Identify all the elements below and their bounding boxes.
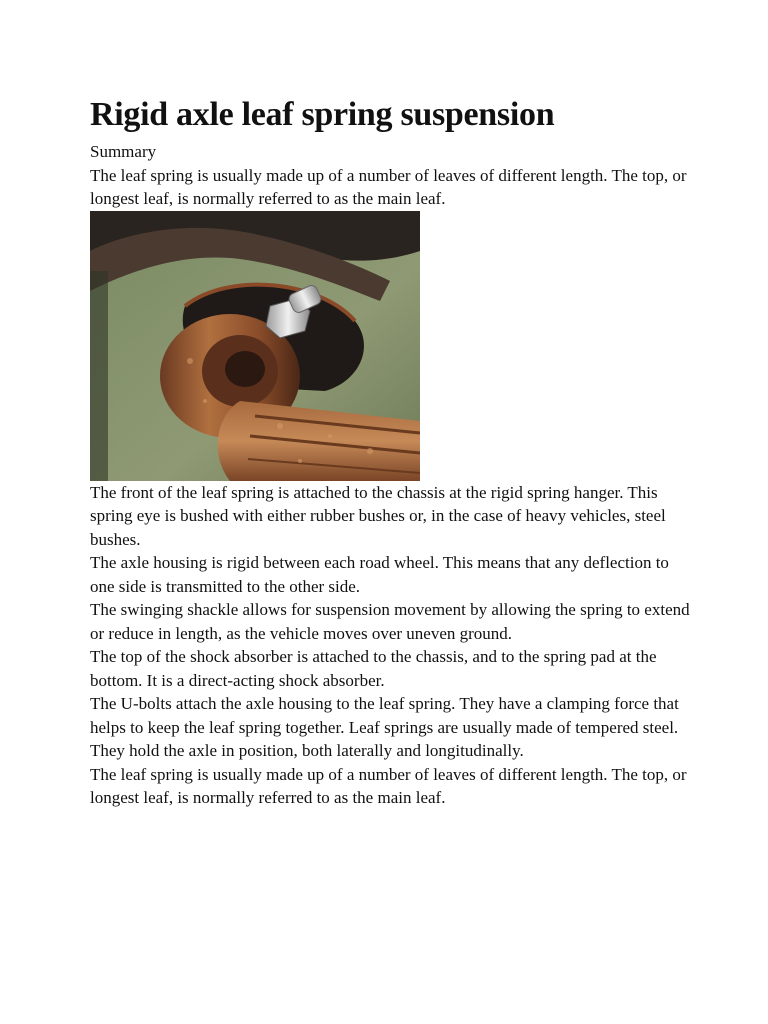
document-page xyxy=(90,90,690,810)
paragraph-shock-absorber: The top of the shock absorber is attached to the chassis, and to the spring pad at the bottom. It is a direct-acting shock absorber. xyxy=(90,647,657,690)
paragraph-swinging-shackle: The swinging shackle allows for suspension movement by allowing the spring to extend or reduce in length, as the vehicle moves over uneven ground. xyxy=(90,600,690,643)
paragraph-spring-hanger: The front of the leaf spring is attached to the chassis at the rigid spring hanger. This spring eye is bushed with either rubber bushes or, in the case of heavy vehicles, steel bushes. xyxy=(90,482,666,549)
leaf-spring-photo xyxy=(90,211,420,481)
intro-paragraph: The leaf spring is usually made up of a number of leaves of different length. The top, or longest leaf, is normally referred to as the main leaf. xyxy=(90,165,687,208)
paragraph-main-leaf: The leaf spring is usually made up of a number of leaves of different length. The top, or longest leaf, is normally referred to as the main leaf. xyxy=(90,764,687,807)
page-title: Rigid axle leaf spring suspension xyxy=(90,96,555,133)
paragraph-u-bolts: The U-bolts attach the axle housing to the leaf spring. They have a clamping force that helps to keep the leaf spring together. Leaf springs are usually made of tempered steel. They hold the axle in position, both laterally and longitudinally. xyxy=(90,694,679,760)
paragraph-axle-housing: The axle housing is rigid between each road wheel. This means that any deflection to one side is transmitted to the other side. xyxy=(90,553,669,596)
summary-label: Summary xyxy=(90,142,157,161)
